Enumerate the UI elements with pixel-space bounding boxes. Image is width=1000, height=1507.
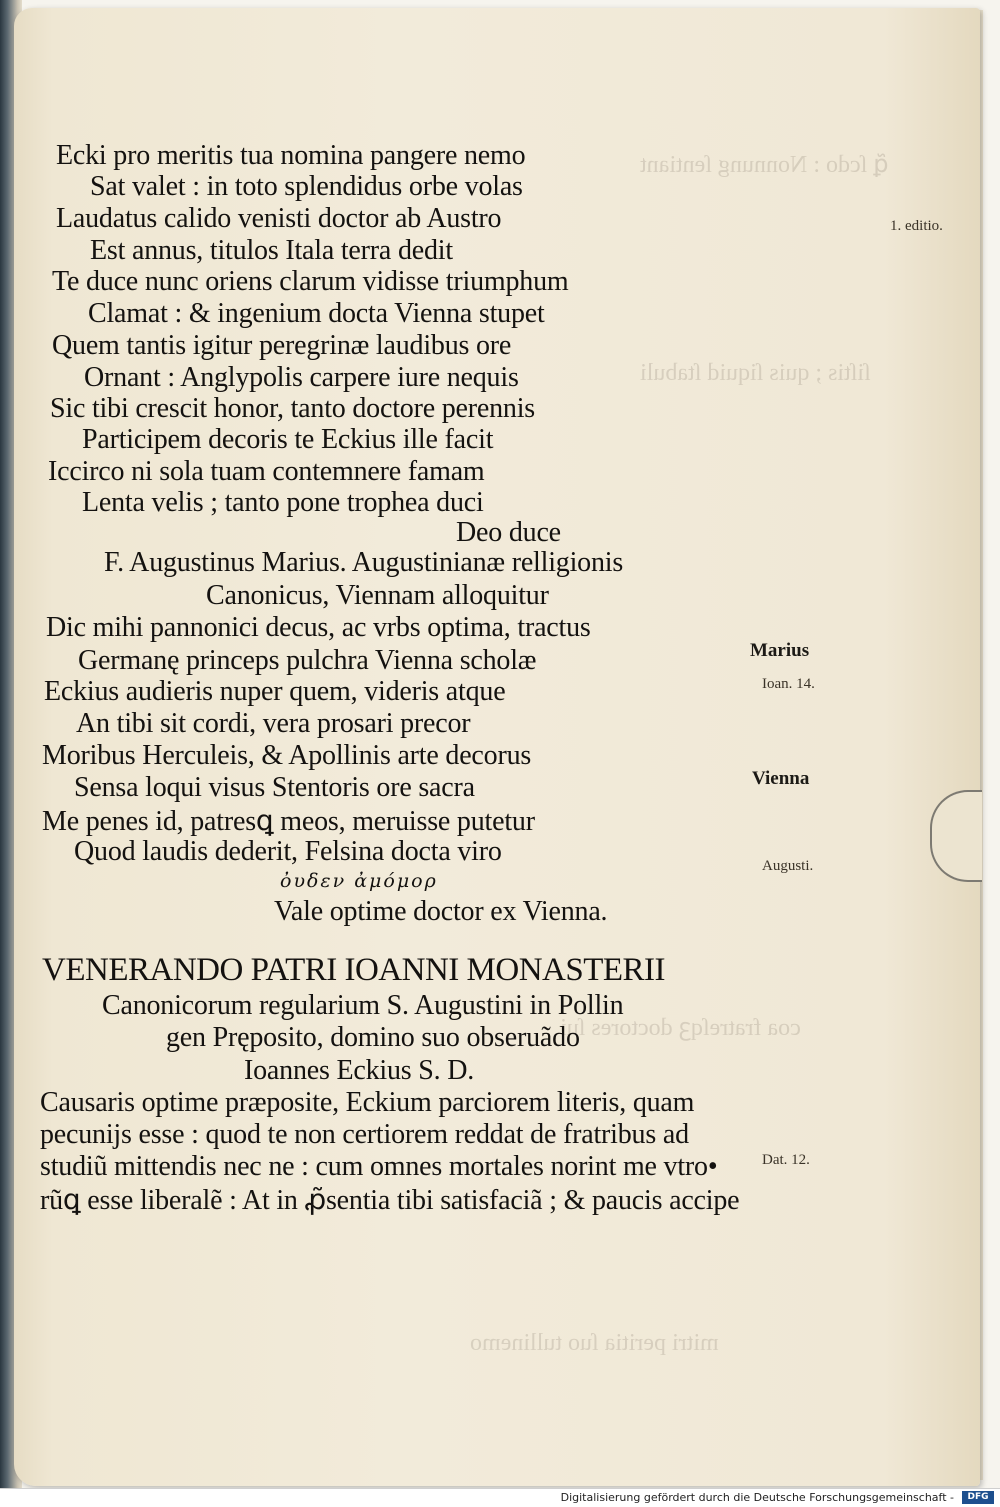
poem-line: Te duce nunc oriens clarum vidisse triumphum: [52, 266, 569, 297]
poem-line: Laudatus calido venisti doctor ab Austro: [56, 203, 502, 234]
letter-address: gen Pręposito, domino suo obseruãdo: [166, 1022, 580, 1053]
footer-credit: Digitalisierung gefördert durch die Deutsche Forschungsgemeinschaft -: [560, 1491, 954, 1504]
edge-fragment: Ioan. 14.: [762, 676, 815, 692]
letter-line: pecunijs esse : quod te non certiorem reddat de fratribus ad: [40, 1119, 689, 1150]
letter-line: Causaris optime præposite, Eckium parciorem literis, quam: [40, 1087, 695, 1118]
poem-line: Ornant : Anglypolis carpere iure nequis: [84, 362, 519, 393]
letter-sender: Ioannes Eckius S. D.: [244, 1055, 475, 1086]
poem-line: Iccirco ni sola tuam contemnere famam: [48, 456, 485, 487]
bleed-through: mitri peritia ſuo tullinemo: [470, 1330, 719, 1356]
margin-note-marius: Marius: [750, 640, 810, 661]
poem-line: Participem decoris te Eckius ille facit: [82, 424, 494, 455]
poem-line: Clamat : & ingenium docta Vienna stupet: [88, 298, 545, 329]
poem-line: Eckius audieris nuper quem, videris atque: [44, 676, 506, 707]
edge-fragment: Augusti.: [762, 858, 814, 874]
bleed-through: ſiſtis ; quis ſiquid ſtabuli: [640, 360, 871, 386]
poem-line: Me penes id, patresꝗ meos, meruisse putetur: [42, 806, 535, 837]
poem-line: An tibi sit cordi, vera prosari precor: [76, 708, 471, 739]
poem-closing: Deo duce: [456, 517, 561, 548]
poem-heading: Canonicus, Viennam alloquitur: [206, 580, 549, 611]
letter-heading: VENERANDO PATRI IOANNI MONASTERII: [42, 952, 666, 988]
letter-line: rũꝗ esse liberalẽ : At in ꝓ̃sentia tibi satisfaciã ; & paucis accipe: [40, 1185, 740, 1216]
bleed-through: ꝗ̃ ſcdo : Nonnung ſentiant: [640, 152, 889, 178]
margin-note-vienna: Vienna: [752, 768, 810, 789]
poem-line: Dic mihi pannonici decus, ac vrbs optima, tractus: [46, 612, 591, 643]
footer-bar: [0, 1488, 1000, 1507]
edge-fragment: Dat. 12.: [762, 1152, 810, 1168]
poem-heading: F. Augustinus Marius. Augustinianæ relligionis: [104, 547, 624, 578]
dfg-logo: DFG: [962, 1491, 994, 1504]
poem-line: Quem tantis igitur peregrinæ laudibus ore: [52, 330, 512, 361]
poem-line: Germanę princeps pulchra Vienna scholæ: [78, 645, 537, 676]
poem-line: Sic tibi crescit honor, tanto doctore perennis: [50, 393, 535, 424]
greek-inscription: ὀυδεν ἀμόμορ: [280, 870, 438, 892]
poem-line: Ecki pro meritis tua nomina pangere nemo: [56, 140, 526, 171]
poem-line: Est annus, titulos Itala terra dedit: [90, 235, 453, 266]
poem-line: Lenta velis ; tanto pone trophea duci: [82, 487, 484, 518]
poem-line: Quod laudis dederit, Felsina docta viro: [74, 836, 502, 867]
poem-farewell: Vale optime doctor ex Vienna.: [274, 896, 608, 927]
page-tab-mark: [930, 790, 982, 882]
poem-line: Sat valet : in toto splendidus orbe volas: [90, 171, 523, 202]
bleed-through: coa fratreſqꝫ doctores ſui: [560, 1015, 801, 1041]
letter-address: Canonicorum regularium S. Augustini in Pollin: [102, 990, 624, 1021]
poem-line: Sensa loqui visus Stentoris ore sacra: [74, 772, 475, 803]
poem-line: Moribus Herculeis, & Apollinis arte decorus: [42, 740, 532, 771]
edge-fragment: 1. editio.: [890, 218, 943, 234]
letter-line: studiũ mittendis nec ne : cum omnes mortales norint me vtro•: [40, 1151, 718, 1182]
